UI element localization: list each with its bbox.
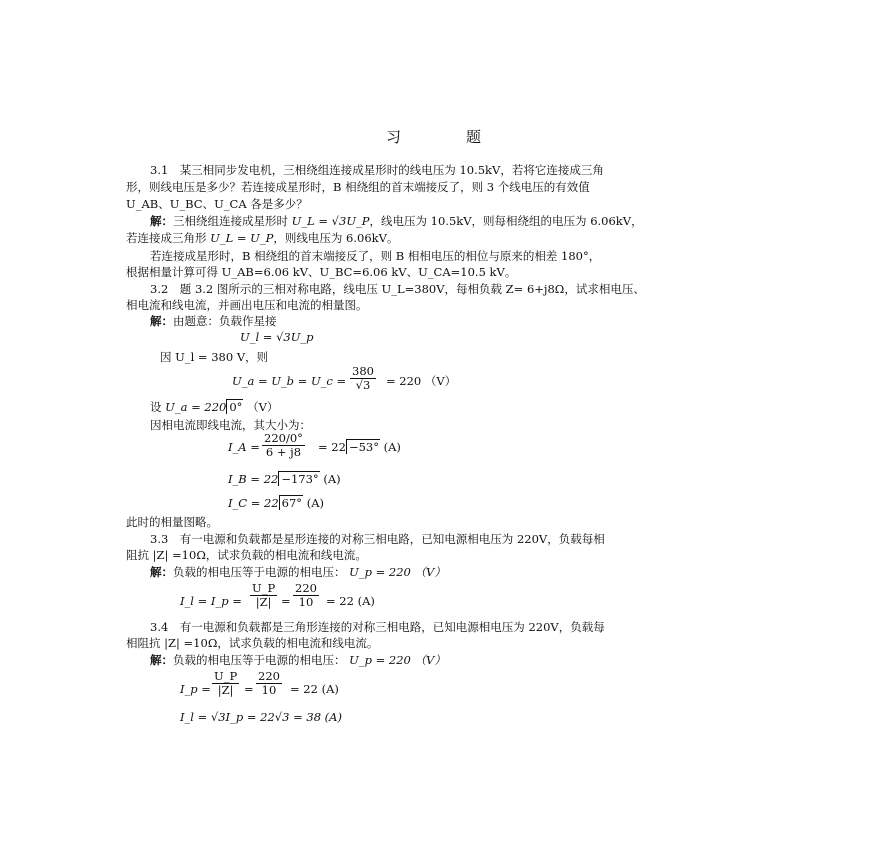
fraction-numerator: 220 [258,669,280,683]
problem-3-4-line-1: 3.4 有一电源和负载都是三角形连接的对称三相电路，已知电源相电压为 220V，负载每 [150,620,605,634]
formula-IB [228,472,341,486]
fraction-380-over-root3 [350,365,376,392]
solution-label: 解： [150,653,173,667]
solution-3-1-line-1 [150,214,643,228]
formula-phase-voltage-lhs: U_a = U_b = U_c = [232,374,347,388]
solution-3-2-line-5: 此时的相量图略。 [126,515,218,529]
solution-text: 三相绕组连接成星形时 [173,214,288,228]
fraction-numerator: U_P [252,581,276,595]
fraction-denominator: 10 [298,595,314,609]
solution-text: 负载的相电压等于电源的相电压： [173,653,346,667]
title-char-1: 习 [386,128,403,146]
problem-3-3-line-2: 阻抗 |Z| =10Ω，试求负载的相电流和线电流。 [126,548,367,562]
problem-3-1-line-3: U_AB、U_BC、U_CA 各是多少？ [126,197,308,211]
fraction-numerator: U_P [214,669,238,683]
fraction-IA [262,432,305,459]
fraction-Up-over-Z [250,582,277,609]
solution-3-2-line-2: 因 U_l = 380 V，则 [160,350,269,364]
phase-angle: 67° [279,495,303,510]
unit: (A) [383,440,401,454]
formula-value: I_C = 22 [228,496,279,510]
formula: U_p = 220 （V） [349,565,446,579]
solution-text: ，线电压为 10.5kV，则每相绕组的电压为 6.06kV， [369,214,643,228]
formula-3-4-rhs: = 22 (A) [290,682,339,696]
fraction-220-over-10 [293,582,319,609]
formula-value: = 22 [318,440,346,454]
formula-3-3-rhs: = 22 (A) [326,594,375,608]
solution-text: 负载的相电压等于电源的相电压： [173,565,346,579]
formula: U_L = U_P [210,231,274,245]
solution-3-4-line-1 [150,653,446,667]
fraction-denominator: 10 [261,683,277,697]
solution-3-2-line-4: 因相电流即线电流，其大小为： [150,418,311,432]
problem-3-1-line-2: 形，则线电压是多少？若连接成星形时，B 相绕组的首末端接反了，则 3 个线电压的有效值 [126,180,590,194]
formula-3-4-lhs: I_p = [180,682,211,696]
fraction-denominator: |Z| [217,683,234,697]
fraction-denominator: 6 + j8 [265,445,302,459]
problem-3-3-line-1: 3.3 有一电源和负载都是星形连接的对称三相电路，已知电源相电压为 220V，负载每相 [150,532,605,546]
solution-text: ，则线电压为 6.06kV。 [273,231,399,245]
solution-3-2-line-1 [150,314,277,328]
solution-3-1-line-3: 若连接成星形时，B 相绕组的首末端接反了，则 B 相相电压的相位与原来的相差 180°， [150,249,601,263]
solution-label: 解： [150,214,173,228]
formula-equals: = [281,594,291,608]
formula: U_L = √3U_P [291,214,370,228]
unit: (A) [323,472,341,486]
fraction-numerator: 380 [352,364,374,378]
formula-line-voltage: U_l = √3U_p [240,330,314,344]
problem-3-4-line-2: 相阻抗 |Z| =10Ω，试求负载的相电流和线电流。 [126,636,379,650]
phase-angle: 0° [226,399,243,414]
solution-3-1-line-2 [126,231,398,245]
formula-value: I_B = 22 [228,472,279,486]
fraction-220-over-10 [256,670,282,697]
problem-3-2-line-2: 相电流和线电流，并画出电压和电流的相量图。 [126,298,368,312]
solution-3-2-line-3 [150,400,278,414]
solution-3-3-line-1 [150,565,446,579]
formula-3-3-lhs: I_l = I_p = [180,594,242,608]
solution-text: 设 [150,400,162,414]
solution-label: 解： [150,565,173,579]
formula: U_p = 220 （V） [349,653,446,667]
problem-3-2-line-1: 3.2 题 3.2 图所示的三相对称电路，线电压 U_L=380V，每相负载 Z= 6+j8Ω，试求相电压、 [150,282,645,296]
formula-IC [228,496,324,510]
formula: U_a = 220 [165,400,227,414]
fraction-denominator: |Z| [255,595,272,609]
fraction-numerator: 220 [295,581,317,595]
solution-3-1-line-4: 根据相量计算可得 U_AB=6.06 kV、U_BC=6.06 kV、U_CA=10.5 kV。 [126,265,517,279]
unit: （V） [247,400,279,414]
formula-IA-lhs: I_A = [228,440,260,454]
solution-text: 若连接成三角形 [126,231,207,245]
fraction-denominator: √3 [355,378,371,392]
problem-3-1-line-1: 3.1 某三相同步发电机，三相绕组连接成星形时的线电压为 10.5kV，若将它连接成三角 [150,163,604,177]
solution-text: 由题意：负载作星接 [173,314,277,328]
fraction-Up-over-Z [212,670,239,697]
solution-label: 解： [150,314,173,328]
unit: (A) [306,496,324,510]
phase-angle: −53° [346,439,380,454]
fraction-numerator: 220/0° [264,431,303,445]
formula-phase-voltage-rhs: = 220 （V） [386,374,457,388]
phase-angle: −173° [278,471,319,486]
title-char-2: 题 [466,128,483,146]
formula-equals: = [244,682,254,696]
formula-IA-rhs [318,440,401,454]
formula-3-4-line-current: I_l = √3I_p = 22√3 = 38 (A) [180,710,342,724]
